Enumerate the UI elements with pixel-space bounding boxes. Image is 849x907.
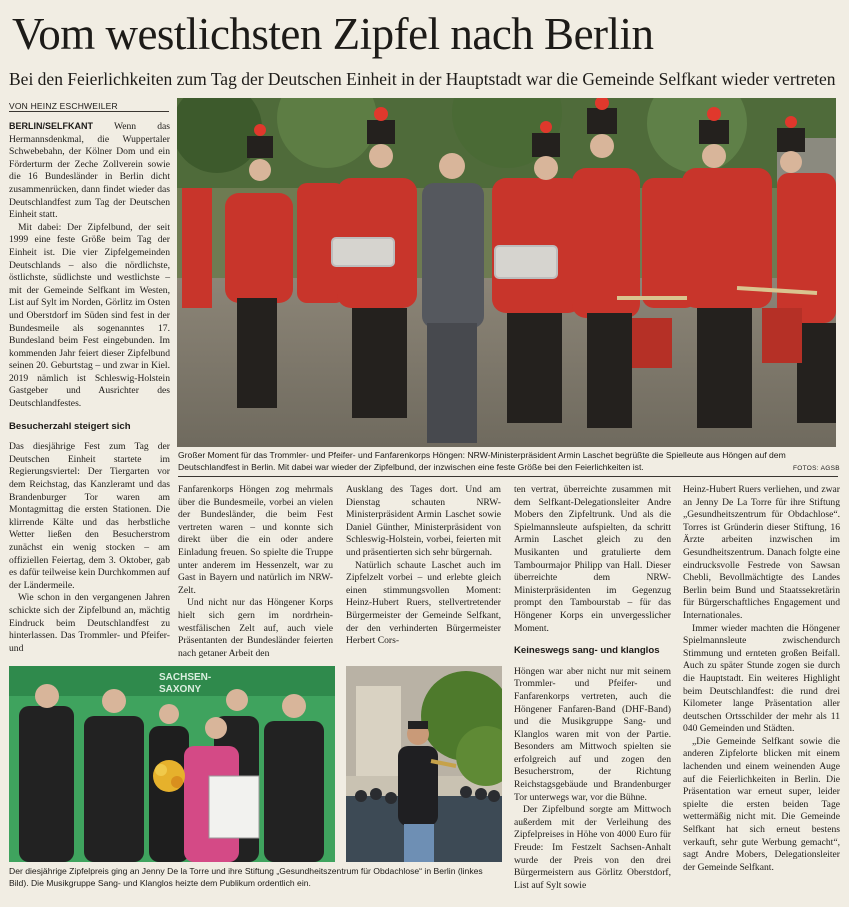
marching-band-photo (177, 98, 836, 447)
paragraph: Der Zipfelbund sorgte am Mittwoch außerdem mit der Verleihung des Zipfelpreises in Höhe von 4000 Euro für Freude: Im Festzelt Sachsen-Anhalt wurde der Preis von den drei Bürgermeistern aus Görlitz Oberstdorf, List auf Sylt sowie (514, 804, 671, 891)
paragraph: Höngen war aber nicht nur mit seinem Trommler- und Pfeifer- und Fanfarenkorps vertreten, auch die Höngener Fanfaren-Band (DHF-Band) und die Musikgruppe Sang- und Klanglos waren mit von der Partie. Besonders am Mittwoch spielten sie erfolgreich auf und zogen den Besucherstrom, der Richtung Reichstagsgebäude und Brandenburger Tor unterwegs war, vor die Bühne. (514, 665, 671, 803)
paragraph: Ausklang des Tages dort. Und am Dienstag schauten NRW-Ministerpräsident Armin Laschet sowie Daniel Günther, Ministerpräsident von Schleswig-Holstein, vorbei, feierten mit und präsentierten sich sehr bürgernah. (346, 484, 501, 558)
banner-text: SACHSEN- (159, 672, 212, 683)
paragraph: „Die Gemeinde Selfkant sowie die anderen Zipfelorte blicken mit einem lachenden und einem weinenden Auge auf die Feierlichkeiten in Berlin. Die Präsentation war erneut super, leider spielte die ersten beiden Tage wettermäßig nicht mit. Die Gemeinde Selfkant hat sich erneut bestens verkauft, sehr gute Werbung gemacht“, sagt Andre Mobers, Delegationsleiter der Gemeinde Selfkant. (683, 735, 840, 873)
main-photo (177, 98, 836, 447)
street-musician-photo (346, 666, 502, 862)
award-photo (9, 666, 335, 862)
byline: VON HEINZ ESCHWEILER (9, 101, 118, 111)
column-4 (514, 484, 671, 892)
column-5 (683, 484, 840, 874)
column-1 (9, 120, 170, 655)
section-heading: Keineswegs sang- und klanglos (514, 645, 660, 657)
paragraph: Heinz-Hubert Ruers verliehen, und zwar an Jenny De La Torre für ihre Stiftung „Gesundheitszentrum für Obdachlose“. Torres ist Gründerin dieser Stiftung, 16 Ärzte arbeiten inzwischen im Gesundheitszentrum. Danach folgte eine eindrucksvolle Festrede von Sawsan Chebli, Bevollmächtigte des Landes Berlin beim Bund und Staatssekretärin für Bürgerschaftliches Engagement und Internationales. (683, 484, 840, 621)
caption-rule (178, 476, 838, 477)
paragraph: Immer wieder machten die Höngener Spielmannsleute zwischendurch Stimmung und ernteten großen Beifall. Auch zu später Stunde zogen sie durch die Hauptstadt. Ein weiteres Highlight beim Deutschlandfest: die rund drei Kilometer lange Präsentation aller deutschen Ortsschilder der mehr als 11 040 Gemeinden und Städten. (683, 622, 840, 735)
paragraph: Natürlich schaute Laschet auch im Zipfelzelt vorbei – und erlebte gleich einen stimmungsvollen Moment: Heinz-Hubert Ruers, stellvertretender Bürgermeister der Gemeinde Selfkant, der den verhinderten Bürgermeister Herbert Cors- (346, 559, 501, 647)
byline-rule (9, 111, 169, 112)
paragraph: Das diesjährige Fest zum Tag der Deutschen Einheit startete im Regierungsviertel: Der Tiergarten vor dem Reichstag, das Kanzleramt und das Brandenburger Tor waren am Montagmittag die ersten Stationen. Die klirrende Kälte und das herbstliche Wetter ließen den Besucherstrom zunächst ein wenig stocken – am offiziellen Feiertag, dem 3. Oktober, gab es dafür teilweise kein Durchkommen auf der Ländermeile. (9, 441, 170, 591)
paragraph: Mit dabei: Der Zipfelbund, der seit 1999 eine feste Größe beim Tag der Einheit ist. Die vier Zipfelgemeinden Deutschlands – also die nördlichste, östlichste, südlichste und westlichste – mit der Gemeinde Selfkant im Westen, List auf Sylt im Norden, Görlitz im Osten und Oberstdorf im Süden sind fest in der Bundesmeile als sogenanntes 17. Bundesland beim Fest eingebunden. Im kommenden Jahr feiert dieser Zipfelbund seinen 20. Geburtstag – und zwar in Kiel. 2019 nämlich ist Schleswig-Holstein Gastgeber und Ausrichter des Deutschlandfestes. (9, 221, 170, 410)
musician-photo (346, 666, 502, 862)
main-photo-caption: Großer Moment für das Trommler- und Pfeifer- und Fanfarenkorps Höngen: NRW-Ministerpräsident Armin Laschet begrüßte die Spielleute aus Höngen auf dem Deutschlandfest in Berlin. Mit dabei war wieder der Zipfelbund, der inzwischen eine feste Größe bei den Feierlichkeiten ist. (178, 450, 786, 472)
paragraph-text: Wenn das Hermannsdenkmal, die Wuppertaler Schwebebahn, der Kölner Dom und ein Förderturm der Zeche Zollverein sowie die 16 Bundesländer in Berlin dicht zusammenrücken, dann findet wieder das Deutschlandfest zum Tag der Deutschen Einheit statt. (9, 121, 170, 221)
subheadline: Bei den Feierlichkeiten zum Tag der Deutschen Einheit in der Hauptstadt war die Gemeinde Selfkant wieder vertreten (9, 69, 836, 89)
paragraph: Wie schon in den vergangenen Jahren schickte sich der Zipfelbund an, mächtig Eindruck beim Deutschlandfest zu hinterlassen. Das Trommler- und Pfeifer- und (9, 592, 170, 654)
section-heading: Besucherzahl steigert sich (9, 420, 131, 432)
paragraph: ten vertrat, überreichte zusammen mit dem Selfkant-Delegationsleiter Andre Mobers den Zipfeltrunk. Und als die Spielmannsleute aufspielten, da schritt Armin Laschet gleich zu den Musikanten und gratulierte dem Tambourmajor Philipp van Hall. Dieser überreichte dem NRW-Ministerpräsidenten im Gegenzug prompt den Tambourstab – für das Höngener Korps ein unvergesslicher Moment. (514, 484, 671, 634)
column-2 (178, 484, 333, 660)
paragraph (9, 120, 170, 222)
paragraph: Fanfarenkorps Höngen zog mehrmals über die Bundesmeile, vorbei an vielen der Bundesländer, die beim Fest vertreten waren – und konnte sich direkt über die ein oder andere Einladung freuen. So spielte die Truppe unter anderem im Hessenzelt, war zu Gast in Bayern und natürlich im NRW-Zelt. (178, 484, 333, 596)
bottom-photo-caption: Der diesjährige Zipfelpreis ging an Jenny De la Torre und ihre Stiftung „Gesundheitszentrum für Obdachlose“ in Berlin (linkes Bild). Die Musikgruppe Sang- und Klanglos heizte dem Publikum ordentlich ein. (9, 866, 483, 888)
headline: Vom westlichsten Zipfel nach Berlin (12, 9, 654, 59)
award-ceremony-photo (9, 666, 335, 862)
banner-text: SAXONY (159, 684, 202, 695)
column-3 (346, 484, 501, 648)
dateline: BERLIN/SELFKANT (9, 121, 93, 131)
paragraph: Und nicht nur das Höngener Korps hielt sich gern im nordrhein-westfälischen Zelt auf, auch viele Präsentanten der Bundesländer feierten nach getaner Arbeit den (178, 597, 333, 659)
photo-credit: FOTOS: AGSB (793, 465, 840, 472)
